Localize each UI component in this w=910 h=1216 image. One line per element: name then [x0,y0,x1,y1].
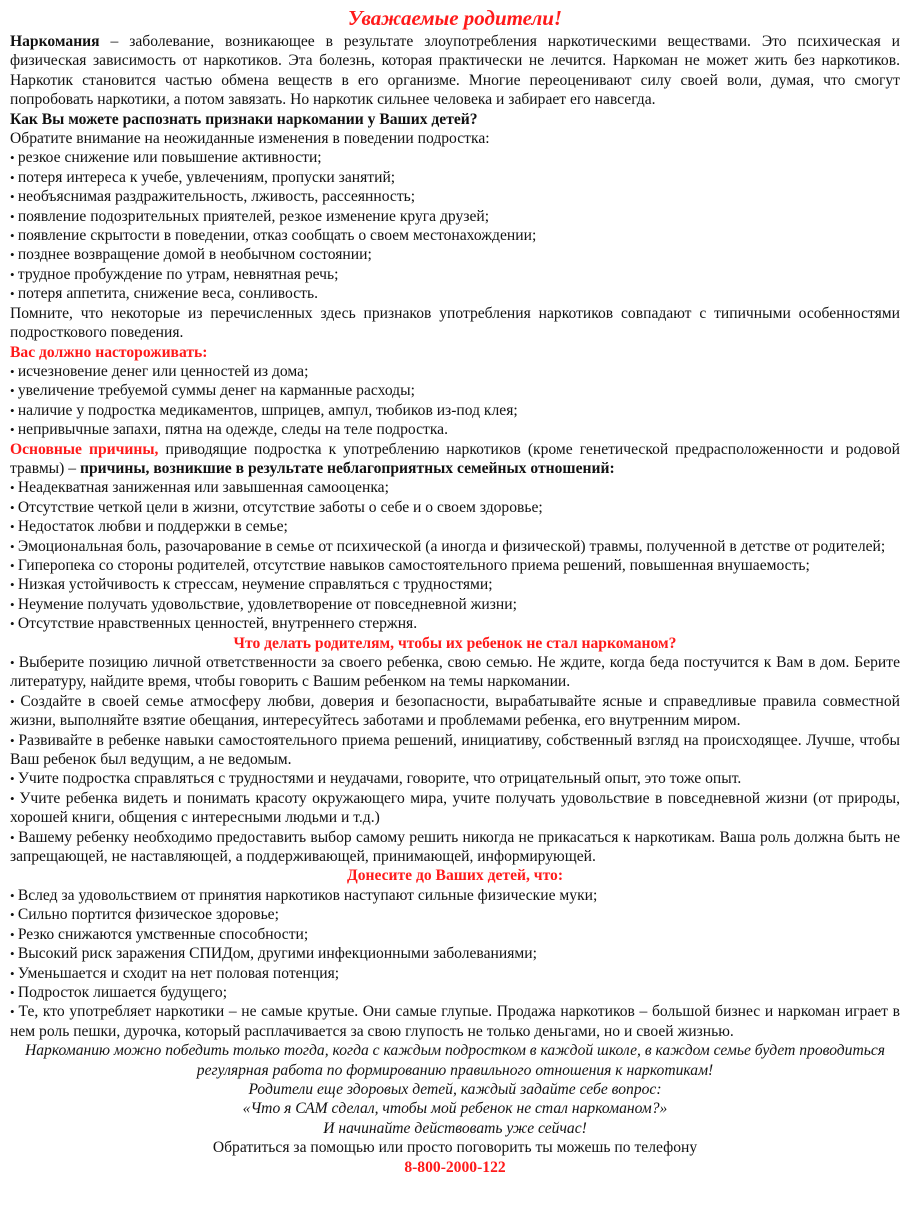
list-item: • Резко снижаются умственные способности; [10,925,900,944]
signs-note: Помните, что некоторые из перечисленных здесь признаков употребления наркотиков совпадают с типичными особенностями подросткового поведения. [10,304,900,342]
list-item: • резкое снижение или повышение активности; [10,148,900,167]
signs-list [10,148,900,303]
list-item: • Эмоциональная боль, разочарование в семье от психической (а иногда и физической) травмы, полученной в детстве от родителей; [10,537,900,556]
list-item: • потеря аппетита, снижение веса, сонливость. [10,284,900,303]
signs-lead: Обратите внимание на неожиданные изменения в поведении подростка: [10,130,490,148]
convey-heading: Донесите до Ваших детей, что: [346,867,564,885]
list-item: • Отсутствие нравственных ценностей, внутреннего стержня. [10,614,900,633]
intro-text: – заболевание, возникающее в результате злоупотребления наркотическими веществами. Это психическая и физическая зависимость от наркотиков. Эта болезнь, которая практически не лечится. Наркоман не может жить без наркотиков. Наркотик становится частью обмена веществ в его организме. Многие переоценивают силу своей воли, думая, что смогут попробовать наркотики, а потом завязать. Но наркотик сильнее человека и забирает его навсегда. [10,33,900,109]
list-item: • Учите ребенка видеть и понимать красоту окружающего мира, учите получать удовольствие в повседневной жизни (от природы, хорошей книги, общения с интересными людьми и т.д.) [10,789,900,828]
causes-lead [10,440,900,479]
list-item: • наличие у подростка медикаментов, шприцев, ампул, тюбиков из-под клея; [10,401,900,420]
advice-heading: Что делать родителям, чтобы их ребенок не стал наркоманом? [233,634,677,652]
list-item: • Отсутствие четкой цели в жизни, отсутствие заботы о себе и о своем здоровье; [10,498,900,517]
closing-line-4: И начинайте действовать уже сейчас! [323,1119,587,1137]
intro-term: Наркомания [10,33,100,50]
list-item: • необъяснимая раздражительность, лживость, рассеянность; [10,187,900,206]
list-item: • Развивайте в ребенке навыки самостоятельного приема решений, инициативу, собственный взгляд на происходящее. Лучше, чтобы Ваш ребенок был ведущим, а не ведомым. [10,731,900,770]
list-item: • Неумение получать удовольствие, удовлетворение от повседневной жизни; [10,595,900,614]
causes-lead-red: Основные причины, [10,440,159,458]
convey-list [10,886,900,1041]
list-item: • Гиперопека со стороны родителей, отсутствие навыков самостоятельного приема решений, повышенная внушаемость; [10,556,900,575]
phone-number: 8-800-2000-122 [404,1158,506,1176]
list-item: • Высокий риск заражения СПИДом, другими инфекционными заболеваниями; [10,944,900,963]
list-item: • Неадекватная заниженная или завышенная самооценка; [10,478,900,497]
intro-paragraph [10,32,900,110]
alarm-list [10,362,900,440]
list-item: • Низкая устойчивость к стрессам, неумение справляться с трудностями; [10,575,900,594]
list-item: • Подросток лишается будущего; [10,983,900,1002]
list-item: • Создайте в своей семье атмосферу любви, доверия и безопасности, вырабатывайте ясные и справедливые правила совместной жизни, выполняйте взятие обещания, интересуйтесь заботами и проблемами ребенка, его внутренним миром. [10,692,900,731]
advice-list [10,653,900,866]
list-item: • позднее возвращение домой в необычном состоянии; [10,245,900,264]
list-item: • увеличение требуемой суммы денег на карманные расходы; [10,381,900,400]
list-item: • Недостаток любви и поддержки в семье; [10,517,900,536]
page-title: Уважаемые родители! [347,6,563,30]
list-item: • появление скрытости в поведении, отказ сообщать о своем местонахождении; [10,226,900,245]
list-item: • Вслед за удовольствием от принятия наркотиков наступают сильные физические муки; [10,886,900,905]
closing-line-1: Наркоманию можно победить только тогда, когда с каждым подростком в каждой школе, в каждом семье будет проводиться регулярная работа по формированию правильного отношения к наркотикам! [24,1042,885,1079]
list-item: • Выберите позицию личной ответственности за своего ребенка, свою семью. Не ждите, когда беда постучится к Вам в дом. Берите литературу, найдите время, чтобы говорить с Вашим ребенком на темы наркомании. [10,653,900,692]
list-item: • появление подозрительных приятелей, резкое изменение круга друзей; [10,207,900,226]
list-item: • Вашему ребенку необходимо предоставить выбор самому решить никогда не прикасаться к наркотикам. Ваша роль должна быть не запрещающей, не наставляющей, а поддерживающей, принимающей, информирующей. [10,828,900,867]
list-item: • трудное пробуждение по утрам, невнятная речь; [10,265,900,284]
signs-heading: Как Вы можете распознать признаки наркомании у Ваших детей? [10,110,478,128]
alarm-heading: Вас должно настороживать: [10,343,208,361]
list-item: • Учите подростка справляться с трудностями и неудачами, говорите, что отрицательный опыт, это тоже опыт. [10,769,900,788]
closing-line-2: Родители еще здоровых детей, каждый задайте себе вопрос: [248,1080,662,1098]
list-item: • Те, кто употребляет наркотики – не самые крутые. Они самые глупые. Продажа наркотиков – большой бизнес и наркоман играет в нем роль пешки, дурочка, который расплачивается за свою глупость не только деньгами, но и своей жизнью. [10,1002,900,1041]
list-item: • непривычные запахи, пятна на одежде, следы на теле подростка. [10,420,900,439]
closing-line-3: «Что я САМ сделал, чтобы мой ребенок не стал наркоманом?» [242,1100,668,1118]
help-text: Обратиться за помощью или просто поговорить ты можешь по телефону [212,1139,698,1157]
causes-lead-bold: причины, возникшие в результате неблагоприятных семейных отношений: [79,459,615,477]
causes-list [10,478,900,633]
causes-lead-text: приводящие подростка к употреблению наркотиков (кроме генетической предрасположенности и родовой травмы) – [10,440,900,477]
list-item: • потеря интереса к учебе, увлечениям, пропуски занятий; [10,168,900,187]
list-item: • исчезновение денег или ценностей из дома; [10,362,900,381]
list-item: • Уменьшается и сходит на нет половая потенция; [10,964,900,983]
list-item: • Сильно портится физическое здоровье; [10,905,900,924]
